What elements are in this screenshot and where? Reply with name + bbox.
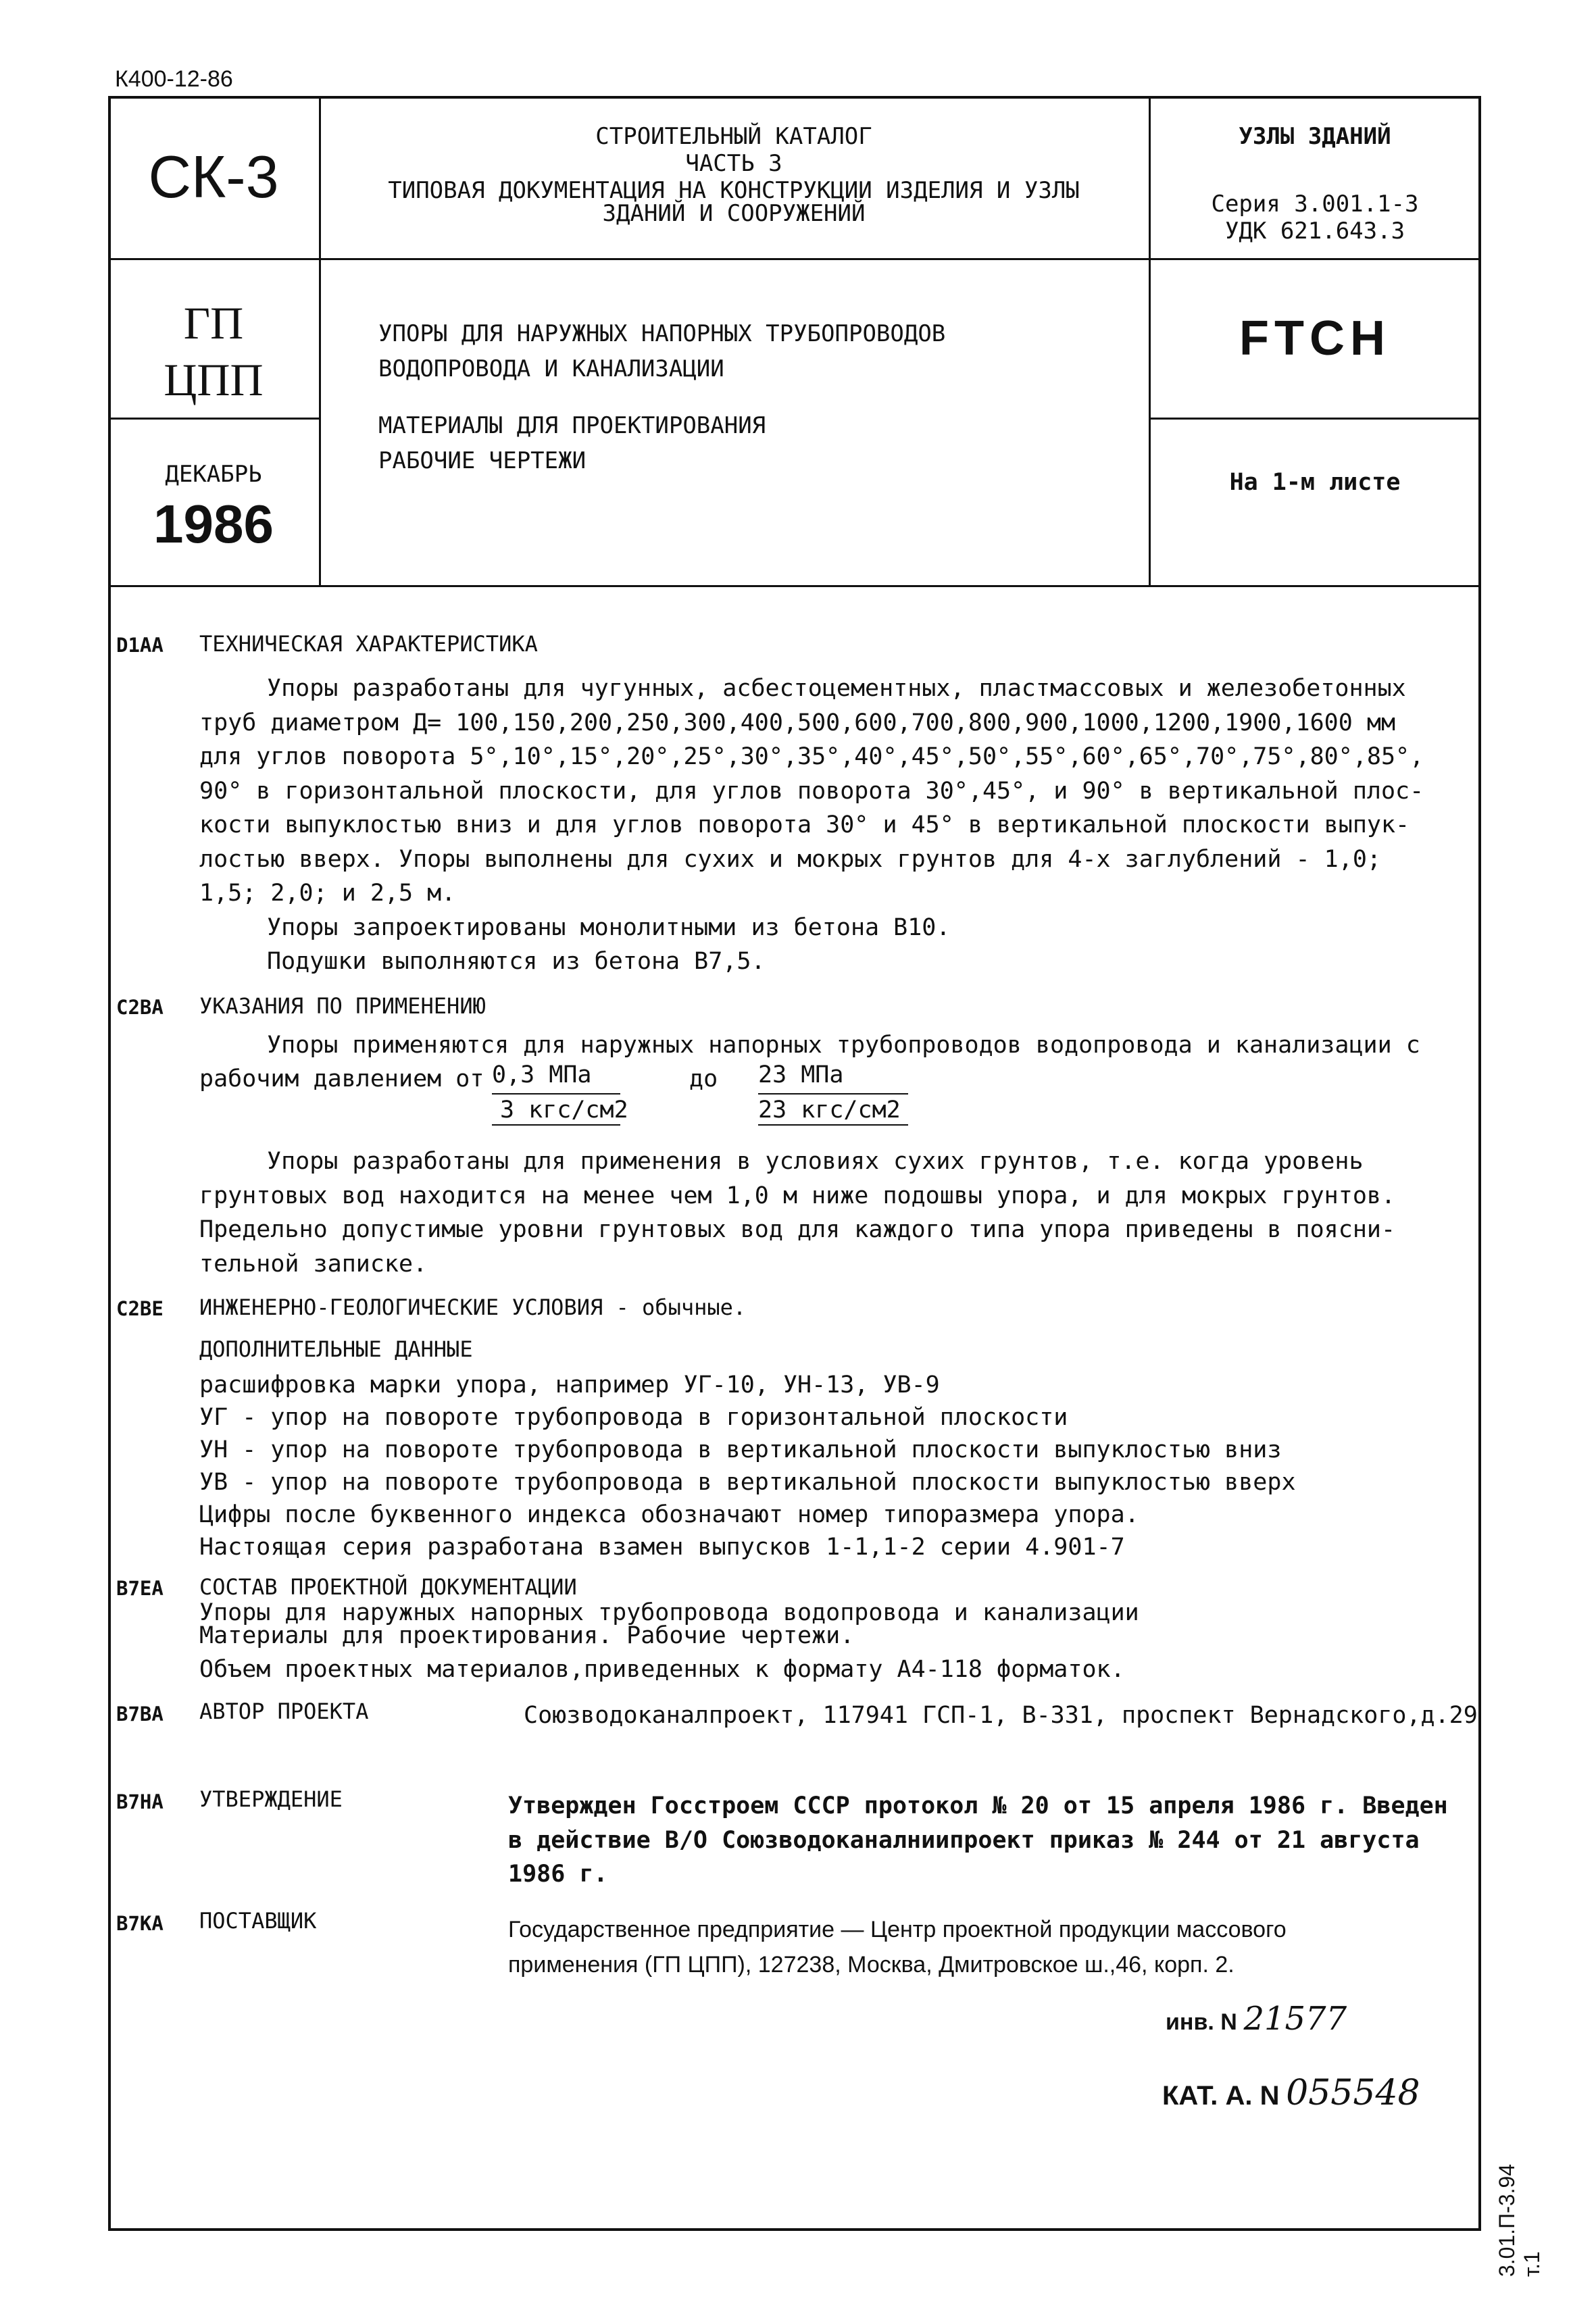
document-code: К400-12-86: [115, 66, 233, 92]
catalog-number: [1162, 2073, 1420, 2113]
catalog-title-block: [319, 123, 1149, 227]
catalog-line: СТРОИТЕЛЬНЫЙ КАТАЛОГ: [595, 123, 872, 150]
section-name: УЗЛЫ ЗДАНИЙ: [1239, 123, 1391, 150]
title-line: ВОДОПРОВОДА И КАНАЛИЗАЦИИ: [378, 355, 724, 382]
composition-text: [199, 1601, 1139, 1681]
geology-section-title: ИНЖЕНЕРНО-ГЕОЛОГИЧЕСКИЕ УСЛОВИЯ - обычные.: [199, 1294, 747, 1320]
author-value: Союзводоканалпроект, 117941 ГСП-1, В-331, проспект Вернадского,д.29: [524, 1702, 1478, 1729]
materials-line: РАБОЧИЕ ЧЕРТЕЖИ: [378, 447, 587, 474]
section-code: С2ВЕ: [116, 1297, 164, 1320]
tech-line: 90° в горизонтальной плоскости, для углов поворота 30°,45°, и 90° в вертикальной плос-: [199, 777, 1424, 805]
catalog-line: ТИПОВАЯ ДОКУМЕНТАЦИЯ НА КОНСТРУКЦИИ ИЗДЕЛИЯ И УЗЛЫ: [388, 177, 1080, 204]
geology-text: [199, 1369, 1296, 1563]
geology-line: Цифры после буквенного индекса обозначают номер типоразмера упора.: [199, 1501, 1139, 1528]
section-code: В7ЕА: [116, 1577, 164, 1600]
org-abbrev: [108, 295, 319, 408]
tech-line: труб диаметром Д= 100,150,200,250,300,400,500,600,700,800,900,1000,1200,1900,1600 мм: [199, 709, 1396, 736]
geology-line: расшифровка марки упора, например УГ-10, УН-13, УВ-9: [199, 1372, 940, 1399]
section-code: В7КА: [116, 1912, 164, 1935]
tech-line: Упоры разработаны для чугунных, асбестоцементных, пластмассовых и железобетонных: [267, 675, 1406, 702]
document-title: [378, 316, 945, 386]
usage-line: грунтовых вод находится на менее чем 1,0 м ниже подошвы упора, и для мокрых грунтов.: [199, 1182, 1396, 1209]
approval-line: в действие В/О Союзводоканалниипроект приказ № 244 от 21 августа: [508, 1826, 1420, 1854]
header-row-divider-right: [1149, 418, 1481, 420]
section-code: D1АА: [116, 634, 164, 657]
approval-text: [508, 1789, 1448, 1892]
approval-label: УТВЕРЖДЕНИЕ: [199, 1786, 343, 1812]
pressure-from-mpa: 0,3 МПа: [492, 1061, 592, 1088]
supplier-label: ПОСТАВЩИК: [199, 1908, 317, 1934]
usage-text: [199, 1145, 1395, 1281]
series-block: [1149, 191, 1481, 245]
inventory-label: инв. N: [1166, 2009, 1237, 2035]
section-code: С2ВА: [116, 996, 164, 1019]
catalog-line: ЧАСТЬ 3: [685, 150, 782, 177]
tech-line: кости выпуклостью вниз и для углов поворота 30° и 45° в вертикальной плоскости выпук-: [199, 811, 1410, 838]
title-line: УПОРЫ ДЛЯ НАРУЖНЫХ НАПОРНЫХ ТРУБОПРОВОДОВ: [378, 320, 946, 347]
supplier-line: применения (ГП ЦПП), 127238, Москва, Дмитровское ш.,46, корп. 2.: [508, 1952, 1235, 1978]
supplier-text: [508, 1912, 1287, 1982]
usage-line: Упоры разработаны для применения в условиях сухих грунтов, т.е. когда уровень: [267, 1148, 1364, 1175]
catalog-value: 055548: [1286, 2073, 1420, 2113]
header-bottom-divider: [108, 585, 1481, 587]
geology-line: УГ - упор на повороте трубопровода в горизонтальной плоскости: [199, 1404, 1068, 1431]
issue-year: 1986: [153, 494, 274, 554]
udk-number: УДК 621.643.3: [1224, 218, 1405, 245]
org-line: ГП: [183, 297, 244, 349]
usage-line: тельной записке.: [199, 1250, 428, 1278]
approval-line: 1986 г.: [508, 1861, 608, 1888]
inventory-number: [1166, 2000, 1347, 2038]
usage-line: Предельно допустимые уровни грунтовых вод для каждого типа упора приведены в поясни-: [199, 1216, 1396, 1243]
composition-section-title: СОСТАВ ПРОЕКТНОЙ ДОКУМЕНТАЦИИ: [199, 1574, 577, 1600]
composition-line: Упоры для наружных напорных трубопровода водопровода и канализации: [199, 1599, 1139, 1626]
materials-line: МАТЕРИАЛЫ ДЛЯ ПРОЕКТИРОВАНИЯ: [378, 412, 766, 439]
author-label: АВТОР ПРОЕКТА: [199, 1699, 369, 1724]
section-code: В7НА: [116, 1790, 164, 1813]
inventory-value: 21577: [1243, 2000, 1347, 2038]
issue-month: ДЕКАБРЬ: [165, 461, 262, 488]
pressure-to-kgs: 23 кгс/см2: [758, 1097, 901, 1124]
composition-line: Объем проектных материалов,приведенных к формату А4-118 форматок.: [199, 1656, 1125, 1683]
materials-title: [378, 408, 766, 478]
sheet-count: На 1-м листе: [1229, 469, 1401, 496]
tech-section-title: ТЕХНИЧЕСКАЯ ХАРАКТЕРИСТИКА: [199, 631, 538, 657]
pressure-from-kgs: 3 кгс/см2: [500, 1097, 628, 1124]
header-row-divider-left: [108, 418, 319, 420]
usage-line: Упоры применяются для наружных напорных трубопроводов водопровода и канализации с: [267, 1032, 1420, 1059]
tech-line: Подушки выполняются из бетона В7,5.: [267, 948, 766, 975]
pressure-prefix: рабочим давлением от: [199, 1065, 484, 1092]
pressure-to-word: до: [689, 1065, 718, 1092]
kgs-underline: [758, 1124, 908, 1126]
catalog-ck3: СК-3: [148, 143, 279, 210]
approval-line: Утвержден Госстроем СССР протокол № 20 от 15 апреля 1986 г. Введен: [508, 1792, 1448, 1819]
geology-line: Настоящая серия разработана взамен выпусков 1-1,1-2 серии 4.901-7: [199, 1534, 1125, 1561]
kgs-underline: [492, 1124, 620, 1126]
side-code: 3.01.П-3.94 т.1: [1495, 2163, 1544, 2277]
header-row-divider-1: [108, 258, 1481, 260]
composition-line: Материалы для проектирования. Рабочие чертежи.: [199, 1622, 855, 1649]
usage-section-title: УКАЗАНИЯ ПО ПРИМЕНЕНИЮ: [199, 993, 486, 1019]
tech-line: для углов поворота 5°,10°,15°,20°,25°,30°,35°,40°,45°,50°,55°,60°,65°,70°,75°,80°,85°,: [199, 743, 1424, 770]
org-line: ЦПП: [164, 354, 264, 405]
supplier-line: Государственное предприятие — Центр проектной продукции массового: [508, 1917, 1287, 1942]
geology-line: УН - упор на повороте трубопровода в вертикальной плоскости выпуклостью вниз: [199, 1436, 1282, 1463]
series-number: Серия 3.001.1-3: [1211, 191, 1419, 218]
geology-line: УВ - упор на повороте трубопровода в вертикальной плоскости выпуклостью вверх: [199, 1469, 1296, 1496]
pressure-to-mpa: 23 МПа: [758, 1061, 844, 1088]
catalog-label: КАТ. А. N: [1162, 2081, 1280, 2111]
catalog-line: ЗДАНИЙ И СООРУЖЕНИЙ: [602, 200, 866, 227]
tech-line: лостью вверх. Упоры выполнены для сухих и мокрых грунтов для 4-х заглублений - 1,0;: [199, 845, 1381, 873]
tech-line: 1,5; 2,0; и 2,5 м.: [199, 880, 456, 907]
extra-data-title: ДОПОЛНИТЕЛЬНЫЕ ДАННЫЕ: [199, 1336, 473, 1362]
tech-text: [199, 672, 1424, 979]
document-code-ftch: FTCH: [1239, 311, 1391, 366]
section-code: В7ВА: [116, 1703, 164, 1726]
tech-line: Упоры запроектированы монолитными из бетона В10.: [267, 913, 951, 941]
